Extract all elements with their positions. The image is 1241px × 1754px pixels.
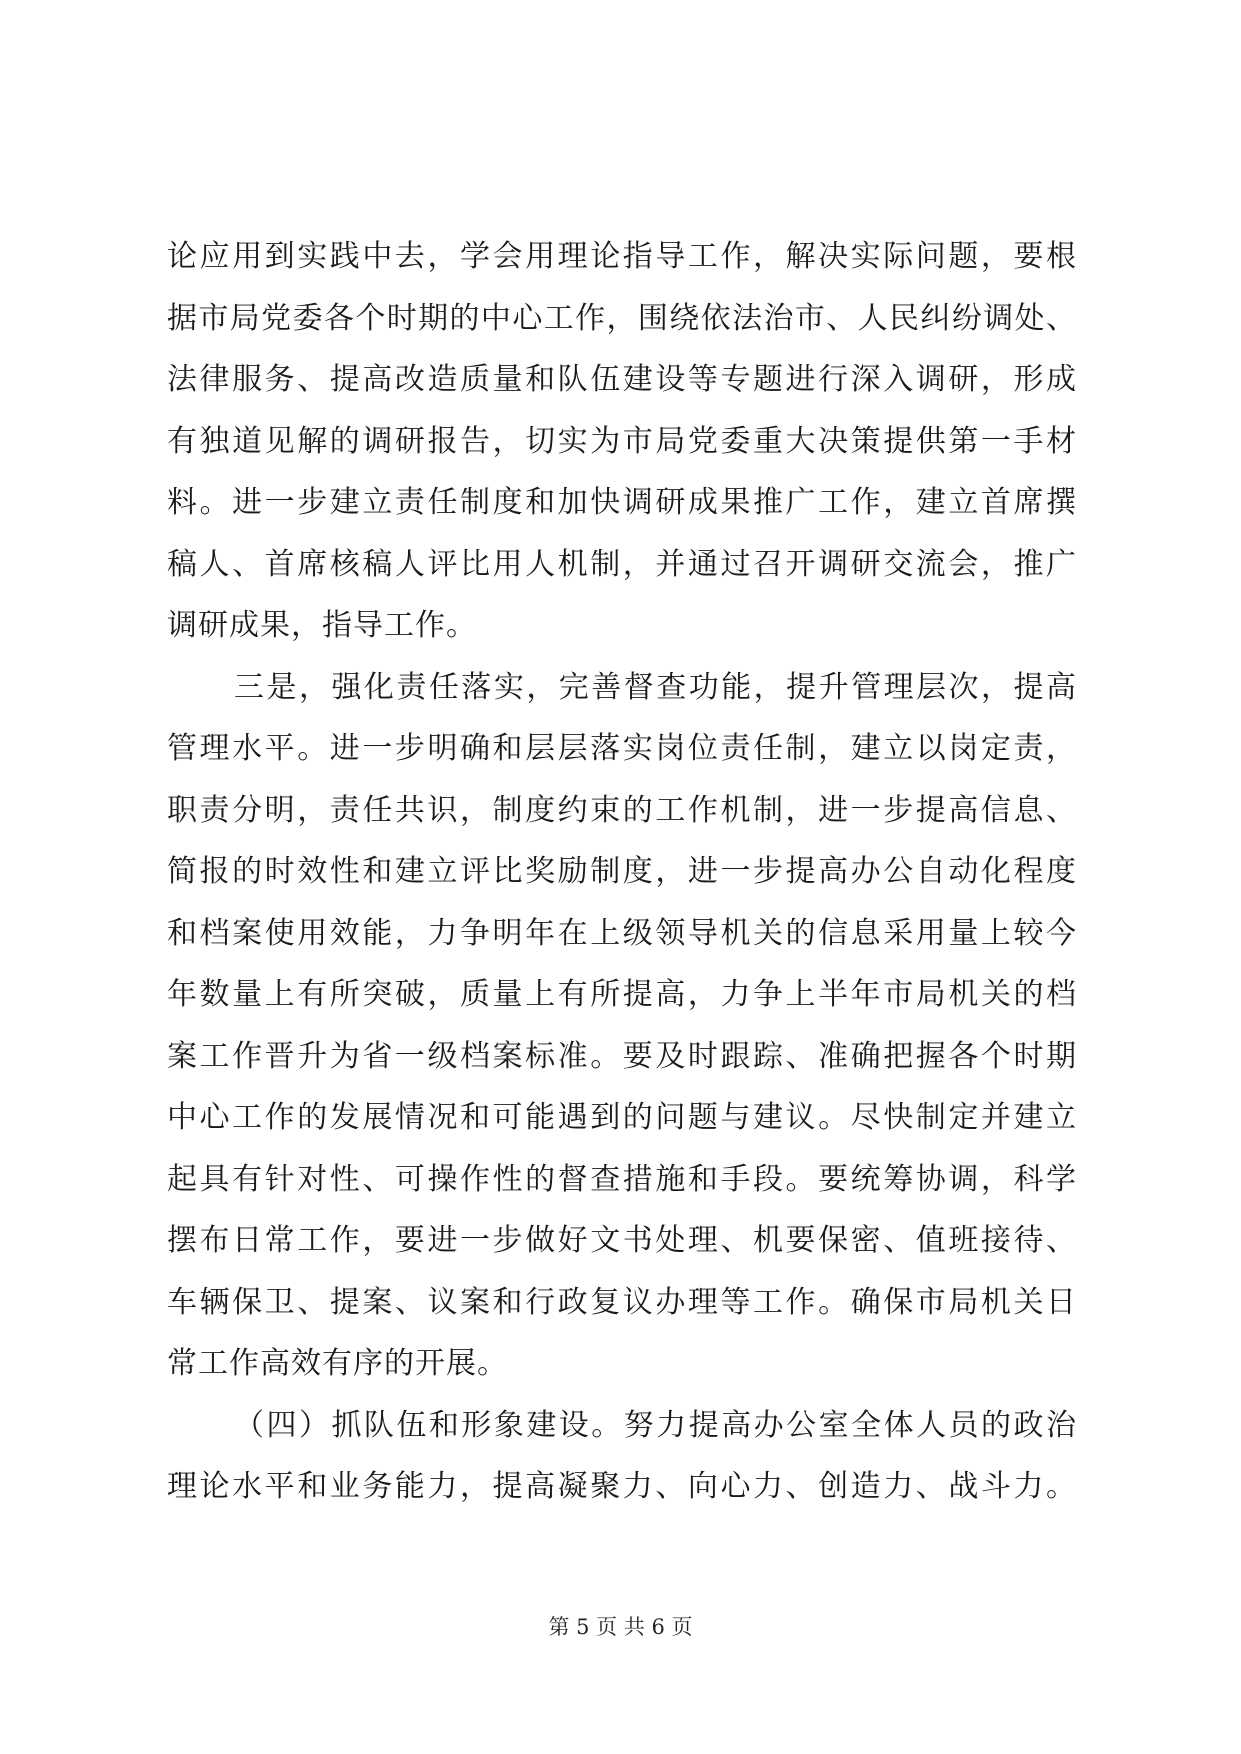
text-line: 案工作晋升为省一级档案标准。要及时跟踪、准确把握各个时期 bbox=[167, 1038, 1077, 1074]
text-line: 中心工作的发展情况和可能遇到的问题与建议。尽快制定并建立 bbox=[167, 1100, 1077, 1135]
text-line: 法律服务、提高改造质量和队伍建设等专题进行深入调研，形成 bbox=[167, 362, 1077, 397]
text-line: 简报的时效性和建立评比奖励制度，进一步提高办公自动化程度 bbox=[167, 854, 1077, 889]
text-line: 摆布日常工作，要进一步做好文书处理、机要保密、值班接待、 bbox=[167, 1223, 1077, 1258]
text-line: 稿人、首席核稿人评比用人机制，并通过召开调研交流会，推广 bbox=[167, 546, 1077, 582]
text-line: 职责分明，责任共识，制度约束的工作机制，进一步提高信息、 bbox=[167, 792, 1077, 828]
text-line: 有独道见解的调研报告，切实为市局党委重大决策提供第一手材 bbox=[167, 423, 1077, 459]
text-line: 调研成果，指导工作。 bbox=[167, 608, 477, 643]
text-line: 车辆保卫、提案、议案和行政复议办理等工作。确保市局机关日 bbox=[167, 1284, 1077, 1320]
text-line: 常工作高效有序的开展。 bbox=[167, 1346, 508, 1381]
text-line: 管理水平。进一步明确和层层落实岗位责任制，建立以岗定责， bbox=[167, 731, 1077, 766]
text-line: 论应用到实践中去，学会用理论指导工作，解决实际问题，要根 bbox=[167, 239, 1077, 274]
text-line: 料。进一步建立责任制度和加快调研成果推广工作，建立首席撰 bbox=[167, 485, 1077, 520]
document-body bbox=[167, 226, 1077, 1518]
text-line: 理论水平和业务能力，提高凝聚力、向心力、创造力、战斗力。 bbox=[167, 1469, 1077, 1504]
text-line: 和档案使用效能，力争明年在上级领导机关的信息采用量上较今 bbox=[167, 915, 1077, 951]
text-line: 据市局党委各个时期的中心工作，围绕依法治市、人民纠纷调处、 bbox=[167, 300, 1077, 336]
paragraph-start-line: （四）抓队伍和形象建设。努力提高办公室全体人员的政治 bbox=[234, 1407, 1077, 1443]
text-line: 年数量上有所突破，质量上有所提高，力争上半年市局机关的档 bbox=[167, 977, 1077, 1012]
page-footer: 第 5 页 共 6 页 bbox=[548, 1615, 693, 1639]
paragraph-start-line: 三是，强化责任落实，完善督查功能，提升管理层次，提高 bbox=[234, 669, 1077, 705]
text-line: 起具有针对性、可操作性的督查措施和手段。要统筹协调，科学 bbox=[167, 1161, 1077, 1197]
